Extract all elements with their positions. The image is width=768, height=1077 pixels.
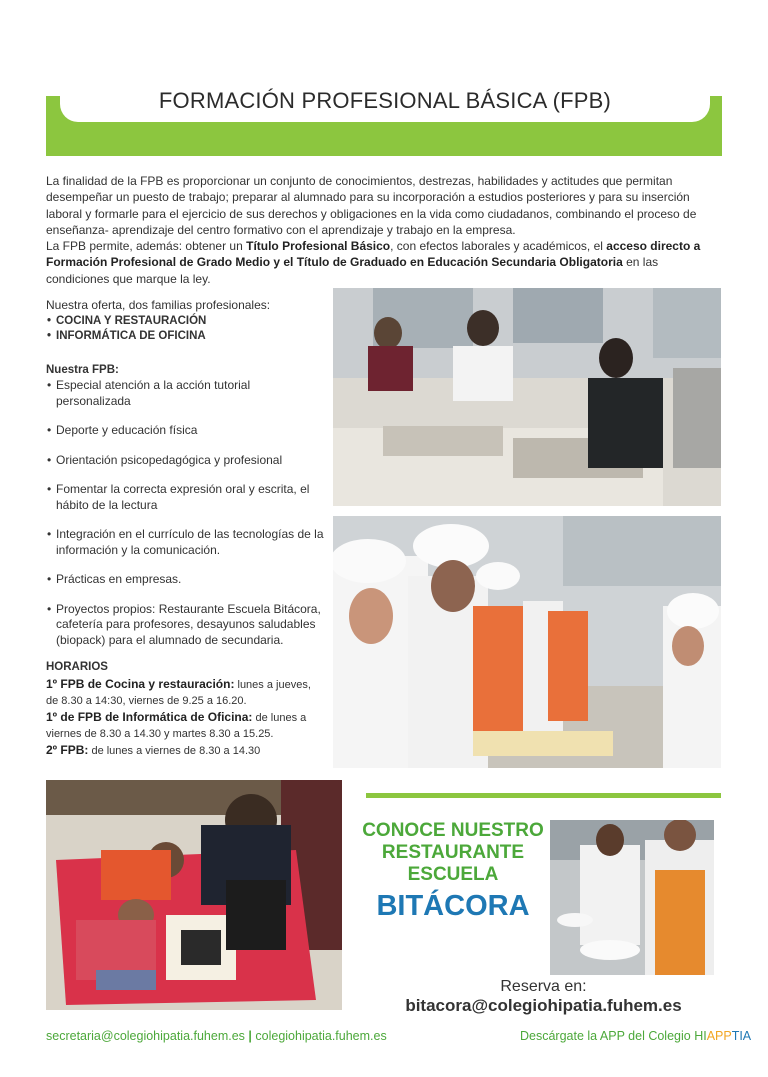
- schedule-row: 1º FPB de Cocina y restauración: lunes a jueves, de 8.30 a 14:30, viernes de 9.25 a 16.20.: [46, 676, 311, 707]
- intro-paragraph-1: La finalidad de la FPB es proporcionar un conjunto de conocimientos, destrezas, habilidades y actitudes que permitan desempeñar un puesto de trabajo; preparar al alumnado para su incorporación a estudios posteriores y para su inserción laboral y formarle para el ejercicio de sus derechos y obligaciones en la vida como ciudadanos, combinando el proceso de enseñanza- aprendizaje del centro formativo con el aprendizaje y trabajo en la empresa.: [46, 174, 697, 237]
- list-item: • Orientación psicopedagógica y profesional: [46, 453, 326, 469]
- footer-email-link[interactable]: secretaria@colegiohipatia.fuhem.es: [46, 1029, 245, 1043]
- schedule-row: 2º FPB: de lunes a viernes de 8.30 a 14.30: [46, 742, 261, 757]
- promo-divider: [366, 793, 721, 798]
- footer-app-promo[interactable]: [520, 1029, 751, 1043]
- photo-kids-activity: [46, 780, 342, 1010]
- offer-item: • INFORMÁTICA DE OFICINA: [46, 329, 326, 345]
- photo-computer-lab: [333, 288, 721, 506]
- fpb-list: [46, 378, 326, 648]
- list-item: • Deporte y educación física: [46, 423, 326, 439]
- reservation-block: [366, 978, 721, 1016]
- intro-paragraph-2: La FPB permite, además: obtener un Título Profesional Básico, con efectos laborales y académicos, el acceso directo a Formación Profesional de Grado Medio y el Título de Graduado en Educación Secundaria Obligatoria en las condiciones que marque la ley.: [46, 239, 701, 286]
- offer-heading: Nuestra oferta, dos familias profesionales:: [46, 298, 271, 312]
- promo-brand: BITÁCORA: [376, 890, 530, 922]
- list-item: • Prácticas en empresas.: [46, 572, 326, 588]
- schedule-heading: HORARIOS: [46, 661, 108, 673]
- reservation-label: Reserva en:: [500, 978, 587, 995]
- left-column: [46, 298, 326, 759]
- promo-line-1: CONOCE NUESTRO: [362, 820, 544, 841]
- fpb-heading: Nuestra FPB:: [46, 363, 119, 376]
- app-name-app: APP: [706, 1029, 732, 1043]
- app-promo-text: Descárgate la APP del Colegio: [520, 1029, 695, 1043]
- photo-cooking-class: [333, 516, 721, 768]
- schedule-row: 1º de FPB de Informática de Oficina: de lunes a viernes de 8.30 a 14.30 y martes 8.30 a 15.25.: [46, 709, 307, 740]
- app-name-hi: HI: [694, 1029, 707, 1043]
- footer-separator: |: [248, 1029, 252, 1043]
- list-item: • Especial atención a la acción tutorial personalizada: [46, 378, 326, 409]
- promo-line-2: RESTAURANTE: [381, 842, 525, 863]
- list-item: • Fomentar la correcta expresión oral y escrita, el hábito de la lectura: [46, 482, 326, 513]
- list-item: • Integración en el currículo de las tecnologías de la información y la comunicación.: [46, 527, 326, 558]
- reservation-email[interactable]: bitacora@colegiohipatia.fuhem.es: [405, 996, 682, 1015]
- app-name-tia: TIA: [731, 1029, 752, 1043]
- footer-contact: [46, 1029, 387, 1043]
- list-item: • Proyectos propios: Restaurante Escuela Bitácora, cafetería para profesores, desayunos saludables (biopack) para el alumnado de secundaria.: [46, 602, 326, 649]
- intro-text: [46, 173, 722, 287]
- promo-line-3: ESCUELA: [407, 864, 499, 885]
- promo-restaurant: [358, 820, 548, 926]
- photo-restaurant-chefs: [550, 820, 714, 975]
- footer-website-link[interactable]: colegiohipatia.fuhem.es: [255, 1029, 387, 1043]
- offer-item: • COCINA Y RESTAURACIÓN: [46, 314, 326, 330]
- page-title: FORMACIÓN PROFESIONAL BÁSICA (FPB): [158, 88, 612, 113]
